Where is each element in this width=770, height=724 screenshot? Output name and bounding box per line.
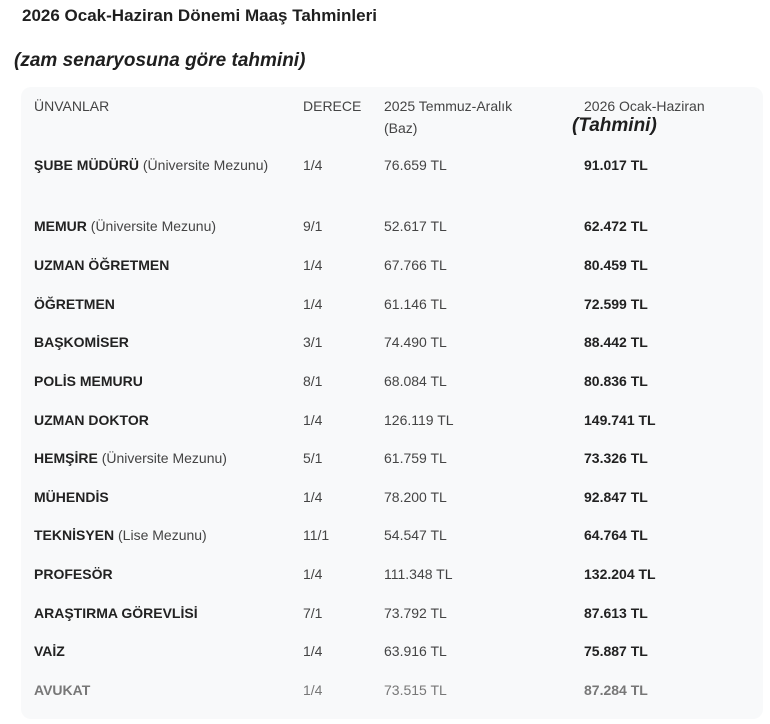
row-base-salary: 54.547 TL xyxy=(384,527,447,543)
row-estimate-salary: 88.442 TL xyxy=(584,334,648,350)
row-estimate-salary: 87.613 TL xyxy=(584,605,648,621)
header-title: ÜNVANLAR xyxy=(34,98,110,114)
row-grade: 1/4 xyxy=(303,412,323,428)
row-grade: 1/4 xyxy=(303,682,323,698)
row-title-cell xyxy=(34,331,294,353)
row-title: MÜHENDİS xyxy=(34,489,109,505)
row-grade: 11/1 xyxy=(303,527,330,543)
row-title-cell xyxy=(34,254,294,276)
row-grade: 1/4 xyxy=(303,489,323,505)
row-title: POLİS MEMURU xyxy=(34,373,143,389)
header-estimate: 2026 Ocak-Haziran xyxy=(584,98,705,114)
row-estimate-salary: 91.017 TL xyxy=(584,157,648,173)
row-estimate-salary: 132.204 TL xyxy=(584,566,656,582)
row-base-salary: 52.617 TL xyxy=(384,218,447,234)
row-title: ŞUBE MÜDÜRÜ xyxy=(34,157,139,173)
row-grade: 8/1 xyxy=(303,373,323,389)
row-title: UZMAN DOKTOR xyxy=(34,412,149,428)
row-grade: 1/4 xyxy=(303,157,323,173)
row-title-cell xyxy=(34,602,294,624)
row-base-salary: 74.490 TL xyxy=(384,334,447,350)
row-estimate-salary: 62.472 TL xyxy=(584,218,648,234)
row-estimate-salary: 75.887 TL xyxy=(584,643,648,659)
row-title-cell xyxy=(34,640,294,662)
row-title-cell xyxy=(34,447,294,469)
row-title-cell xyxy=(34,486,294,508)
row-note: (Lise Mezunu) xyxy=(118,527,207,543)
row-note: (Üniversite Mezunu) xyxy=(142,157,269,173)
row-title: ÖĞRETMEN xyxy=(34,296,115,312)
row-grade: 1/4 xyxy=(303,296,323,312)
row-title-cell xyxy=(34,563,294,585)
row-title: MEMUR xyxy=(34,218,87,234)
page-title: 2026 Ocak-Haziran Dönemi Maaş Tahminleri xyxy=(22,6,377,25)
row-title: UZMAN ÖĞRETMEN xyxy=(34,257,170,273)
header-base: 2025 Temmuz-Aralık xyxy=(384,98,513,114)
row-grade: 3/1 xyxy=(303,334,323,350)
row-base-salary: 126.119 TL xyxy=(384,412,454,428)
row-title: PROFESÖR xyxy=(34,566,113,582)
row-grade: 7/1 xyxy=(303,605,323,621)
salary-table xyxy=(21,87,763,719)
row-title: AVUKAT xyxy=(34,682,91,698)
row-title: HEMŞİRE xyxy=(34,450,98,466)
row-title-cell xyxy=(34,215,294,237)
row-title: VAİZ xyxy=(34,643,65,659)
row-base-salary: 63.916 TL xyxy=(384,643,447,659)
row-note: (Üniversite Mezunu) xyxy=(90,218,217,234)
row-note: (Üniversite Mezunu) xyxy=(101,450,227,466)
row-title: TEKNİSYEN xyxy=(34,527,115,543)
row-base-salary: 76.659 TL xyxy=(384,157,447,173)
row-base-salary: 61.146 TL xyxy=(384,296,447,312)
row-title-cell xyxy=(34,409,294,431)
row-title: ARAŞTIRMA GÖREVLİSİ xyxy=(34,605,198,621)
row-title-cell xyxy=(34,293,294,315)
row-estimate-salary: 149.741 TL xyxy=(584,412,656,428)
row-title-cell xyxy=(34,154,294,176)
row-title: BAŞKOMİSER xyxy=(34,334,129,350)
row-title-cell xyxy=(34,370,294,392)
row-estimate-salary: 64.764 TL xyxy=(584,527,648,543)
row-estimate-salary: 92.847 TL xyxy=(584,489,648,505)
row-estimate-salary: 72.599 TL xyxy=(584,296,648,312)
row-estimate-salary: 87.284 TL xyxy=(584,682,648,698)
header-grade: DERECE xyxy=(303,98,362,114)
row-estimate-salary: 80.836 TL xyxy=(584,373,648,389)
row-grade: 5/1 xyxy=(303,450,323,466)
row-title-cell xyxy=(34,679,294,701)
row-grade: 1/4 xyxy=(303,257,323,273)
row-estimate-salary: 73.326 TL xyxy=(584,450,648,466)
row-grade: 1/4 xyxy=(303,566,323,582)
row-base-salary: 73.515 TL xyxy=(384,682,447,698)
row-title-cell xyxy=(34,524,294,546)
row-base-salary: 111.348 TL xyxy=(384,566,453,582)
row-base-salary: 78.200 TL xyxy=(384,489,447,505)
row-base-salary: 67.766 TL xyxy=(384,257,447,273)
row-base-salary: 73.792 TL xyxy=(384,605,447,621)
row-base-salary: 68.084 TL xyxy=(384,373,447,389)
row-estimate-salary: 80.459 TL xyxy=(584,257,648,273)
row-grade: 1/4 xyxy=(303,643,323,659)
page-subtitle: (zam senaryosuna göre tahmini) xyxy=(14,50,306,71)
header-base-sub: (Baz) xyxy=(384,120,418,136)
row-base-salary: 61.759 TL xyxy=(384,450,447,466)
row-grade: 9/1 xyxy=(303,218,323,234)
header-estimate-sub: (Tahmini) xyxy=(572,115,657,136)
